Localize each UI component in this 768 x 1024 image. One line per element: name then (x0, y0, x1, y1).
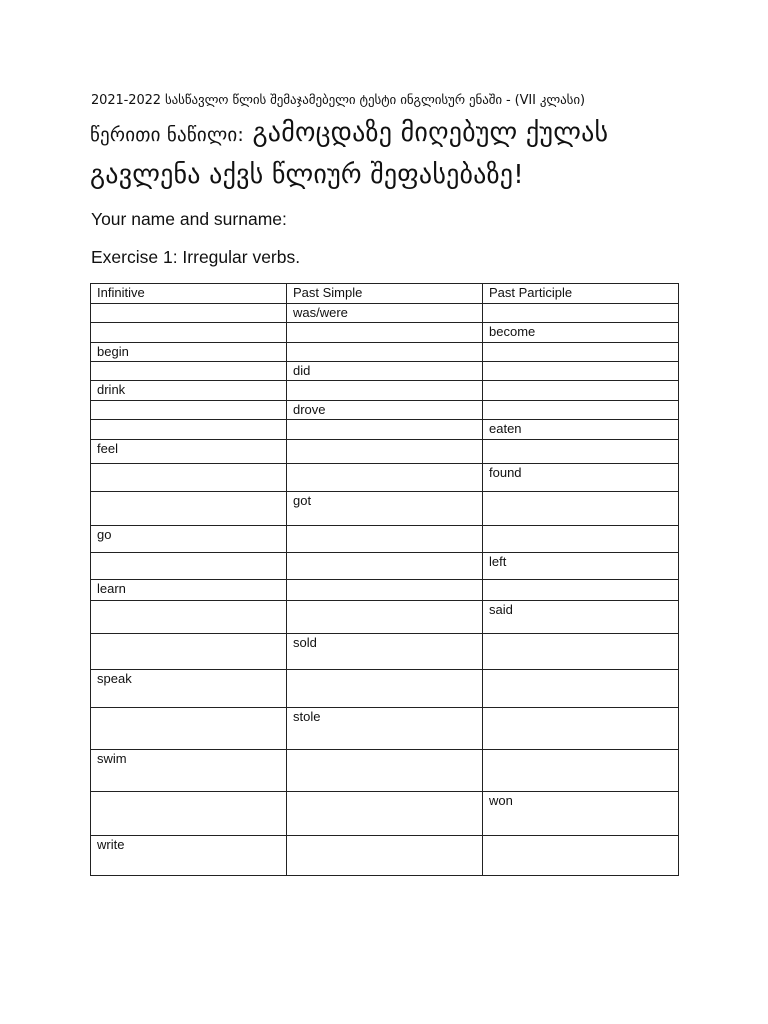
heading-line-2: გავლენა აქვს წლიურ შეფასებაზე! (90, 160, 524, 190)
past-simple-cell: got (287, 492, 483, 526)
infinitive-cell[interactable] (91, 553, 287, 580)
table-row (91, 381, 679, 401)
table-row (91, 634, 679, 670)
past-simple-cell: sold (287, 634, 483, 670)
past-simple-cell[interactable] (287, 323, 483, 343)
table-row (91, 304, 679, 323)
past-participle-cell[interactable] (483, 304, 679, 323)
table-row (91, 323, 679, 343)
header-infinitive: Infinitive (91, 284, 287, 304)
infinitive-cell[interactable] (91, 708, 287, 750)
past-simple-cell[interactable] (287, 420, 483, 440)
infinitive-cell: write (91, 836, 287, 876)
table-row (91, 362, 679, 381)
irregular-verbs-table (90, 283, 679, 876)
heading-line-1 (90, 118, 730, 148)
past-participle-cell: become (483, 323, 679, 343)
exercise-title: Exercise 1: Irregular verbs. (91, 247, 301, 267)
past-participle-cell[interactable] (483, 708, 679, 750)
past-simple-cell[interactable] (287, 381, 483, 401)
past-simple-cell[interactable] (287, 580, 483, 601)
infinitive-cell[interactable] (91, 464, 287, 492)
infinitive-cell: go (91, 526, 287, 553)
table-row (91, 792, 679, 836)
past-participle-cell[interactable] (483, 362, 679, 381)
past-participle-cell[interactable] (483, 401, 679, 420)
table-row (91, 464, 679, 492)
past-participle-cell: eaten (483, 420, 679, 440)
infinitive-cell[interactable] (91, 362, 287, 381)
table-row (91, 670, 679, 708)
past-simple-cell[interactable] (287, 750, 483, 792)
infinitive-cell[interactable] (91, 401, 287, 420)
table-row (91, 601, 679, 634)
table-row (91, 492, 679, 526)
past-simple-cell[interactable] (287, 601, 483, 634)
past-simple-cell[interactable] (287, 836, 483, 876)
infinitive-cell: begin (91, 343, 287, 362)
table-row (91, 440, 679, 464)
infinitive-cell[interactable] (91, 420, 287, 440)
infinitive-cell: swim (91, 750, 287, 792)
verb-rows (91, 304, 679, 876)
infinitive-cell: feel (91, 440, 287, 464)
table-row (91, 708, 679, 750)
table-row (91, 553, 679, 580)
past-participle-cell: said (483, 601, 679, 634)
table-row (91, 401, 679, 420)
past-participle-cell: found (483, 464, 679, 492)
past-simple-cell[interactable] (287, 464, 483, 492)
past-participle-cell[interactable] (483, 836, 679, 876)
infinitive-cell: speak (91, 670, 287, 708)
past-simple-cell: drove (287, 401, 483, 420)
table-header-row (91, 284, 679, 304)
past-participle-cell[interactable] (483, 670, 679, 708)
infinitive-cell[interactable] (91, 792, 287, 836)
document-subtitle: 2021-2022 სასწავლო წლის შემაჯამებელი ტესტი ინგლისურ ენაში - (VII კლასი) (91, 93, 585, 108)
infinitive-cell[interactable] (91, 304, 287, 323)
past-participle-cell[interactable] (483, 492, 679, 526)
past-simple-cell[interactable] (287, 792, 483, 836)
past-participle-cell[interactable] (483, 580, 679, 601)
past-participle-cell: left (483, 553, 679, 580)
past-participle-cell[interactable] (483, 526, 679, 553)
table-row (91, 750, 679, 792)
table-row (91, 836, 679, 876)
infinitive-cell: drink (91, 381, 287, 401)
infinitive-cell[interactable] (91, 634, 287, 670)
past-simple-cell: was/were (287, 304, 483, 323)
past-simple-cell[interactable] (287, 343, 483, 362)
heading-lead: წერითი ნაწილი: (90, 124, 245, 146)
table-row (91, 420, 679, 440)
infinitive-cell[interactable] (91, 601, 287, 634)
table-row (91, 526, 679, 553)
past-simple-cell: stole (287, 708, 483, 750)
table-row (91, 580, 679, 601)
past-participle-cell[interactable] (483, 381, 679, 401)
header-past-simple: Past Simple (287, 284, 483, 304)
header-past-participle: Past Participle (483, 284, 679, 304)
past-participle-cell[interactable] (483, 634, 679, 670)
past-simple-cell: did (287, 362, 483, 381)
infinitive-cell[interactable] (91, 323, 287, 343)
past-participle-cell[interactable] (483, 343, 679, 362)
table-row (91, 343, 679, 362)
heading-line-1-text: გამოცდაზე მიღებულ ქულას (244, 118, 609, 148)
past-simple-cell[interactable] (287, 526, 483, 553)
name-prompt: Your name and surname: (91, 209, 287, 229)
past-simple-cell[interactable] (287, 440, 483, 464)
past-simple-cell[interactable] (287, 670, 483, 708)
past-participle-cell[interactable] (483, 440, 679, 464)
past-participle-cell: won (483, 792, 679, 836)
infinitive-cell[interactable] (91, 492, 287, 526)
past-participle-cell[interactable] (483, 750, 679, 792)
infinitive-cell: learn (91, 580, 287, 601)
past-simple-cell[interactable] (287, 553, 483, 580)
